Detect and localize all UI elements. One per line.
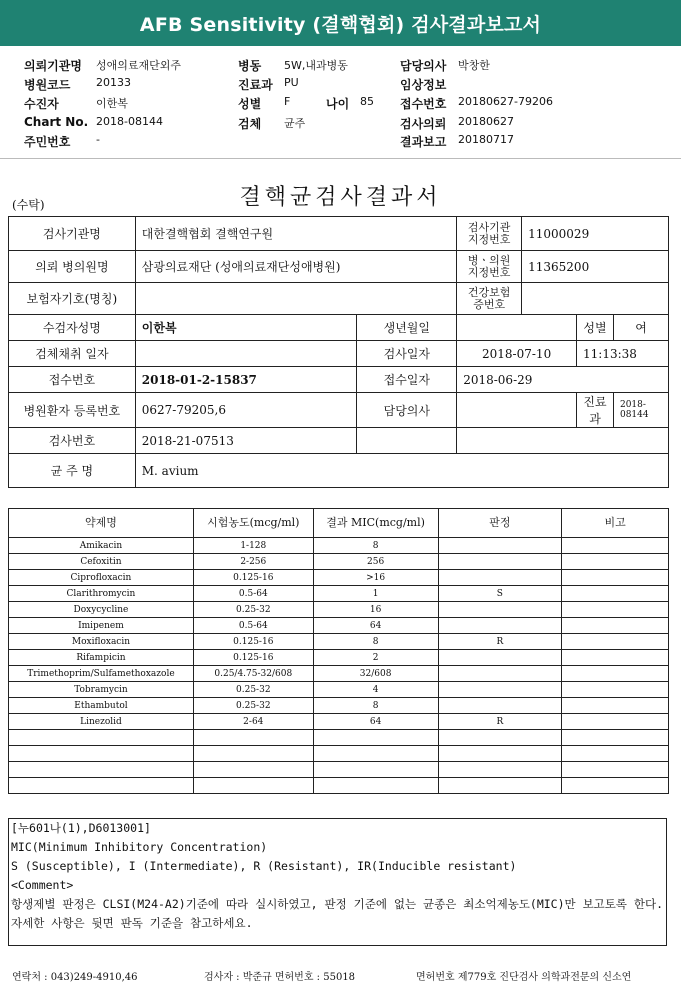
cell-range: 0.125-16 <box>193 634 313 650</box>
interpretation-note <box>8 818 667 946</box>
cell-note <box>562 570 669 586</box>
table-row <box>9 730 669 746</box>
cell-range: 0.125-16 <box>193 570 313 586</box>
cell-label: 보험자기호(명칭) <box>9 283 136 315</box>
cell-note <box>562 586 669 602</box>
header-label: 진료과 <box>238 78 273 92</box>
cell-drug: Trimethoprim/Sulfamethoxazole <box>9 666 194 682</box>
cell-result: S <box>438 586 562 602</box>
cell-label: 의뢰 병의원명 <box>9 251 136 283</box>
table-row <box>9 538 669 554</box>
cell-result <box>438 762 562 778</box>
drug-table-body <box>9 538 669 794</box>
cell-drug <box>9 746 194 762</box>
cell-value: 대한결핵협회 결핵연구원 <box>135 217 456 251</box>
cell-result <box>438 618 562 634</box>
note-comment: 항생제별 판정은 CLSI(M24-A2)기준에 따라 실시하였고, 판정 기준에 없는 균종은 최소억제농도(MIC)만 보고토록 한다. 자세한 사항은 뒷면 판독 기준을 참고하세요. <box>11 897 664 930</box>
cell-mic: 16 <box>313 602 438 618</box>
header-value: 5W,내과병동 <box>284 59 348 72</box>
header-label: Chart No. <box>24 115 89 129</box>
header-label: 주민번호 <box>24 135 71 149</box>
patient-header <box>0 50 681 150</box>
table-row <box>9 762 669 778</box>
age-label: 나이 <box>326 97 350 111</box>
cell-result <box>438 554 562 570</box>
cell-drug: Rifampicin <box>9 650 194 666</box>
cell-mic <box>313 778 438 794</box>
cell-empty <box>457 428 669 454</box>
table-row <box>9 714 669 730</box>
cell-note <box>562 698 669 714</box>
header-label: 병동 <box>238 59 262 73</box>
cell-label: 검사번호 <box>9 428 136 454</box>
cell-range <box>193 746 313 762</box>
cell-value <box>457 315 577 341</box>
cell-drug <box>9 762 194 778</box>
cell-result: R <box>438 634 562 650</box>
cell-label: 검사기관명 <box>9 217 136 251</box>
document-suffix: (수탁) <box>12 198 45 212</box>
table-row <box>9 650 669 666</box>
cell-range <box>193 778 313 794</box>
cell-mic: 32/608 <box>313 666 438 682</box>
cell-value: 2018-07-10 <box>457 341 577 367</box>
cell-value <box>522 283 669 315</box>
table-row <box>9 778 669 794</box>
cell-value: 2018-08144 <box>613 393 668 428</box>
header-label: 병원코드 <box>24 78 71 92</box>
cell-result <box>438 698 562 714</box>
table-row <box>9 554 669 570</box>
header-label: 의뢰기관명 <box>24 59 82 73</box>
cell-drug: Imipenem <box>9 618 194 634</box>
cell-note <box>562 538 669 554</box>
cell-mic: 8 <box>313 634 438 650</box>
cell-range: 0.25/4.75-32/608 <box>193 666 313 682</box>
cell-drug: Clarithromycin <box>9 586 194 602</box>
cell-range: 1-128 <box>193 538 313 554</box>
cell-label: 수검자성명 <box>9 315 136 341</box>
cell-value: 삼광의료재단 (성애의료재단성애병원) <box>135 251 456 283</box>
header-label: 검체 <box>238 117 262 131</box>
table-row <box>9 634 669 650</box>
cell-range <box>193 762 313 778</box>
cell-value: 0627-79205,6 <box>135 393 357 428</box>
cell-value: 11:13:38 <box>577 341 669 367</box>
column-header: 판정 <box>438 509 562 538</box>
cell-note <box>562 634 669 650</box>
header-label: 수진자 <box>24 97 59 111</box>
cell-value <box>135 283 456 315</box>
header-value: - <box>96 133 100 146</box>
cell-mic: 64 <box>313 618 438 634</box>
footer-license: 면허번호 제779호 진단검사 의학과전문의 신소연 <box>416 972 632 983</box>
document-title: 결핵균검사결과서 <box>239 185 442 210</box>
cell-label: 병ㆍ의원 지정번호 <box>457 251 522 283</box>
cell-range: 0.25-32 <box>193 682 313 698</box>
cell-drug: Tobramycin <box>9 682 194 698</box>
cell-result <box>438 650 562 666</box>
cell-note <box>562 602 669 618</box>
cell-note <box>562 746 669 762</box>
cell-label: 검체채취 일자 <box>9 341 136 367</box>
footer-examiner: 검사자 : 박준규 면허번호 : 55018 <box>204 972 356 983</box>
cell-value: 이한복 <box>135 315 357 341</box>
table-row <box>9 586 669 602</box>
cell-note <box>562 554 669 570</box>
cell-note <box>562 730 669 746</box>
cell-drug: Ethambutol <box>9 698 194 714</box>
header-value: PU <box>284 76 299 89</box>
cell-mic: 8 <box>313 698 438 714</box>
cell-mic: >16 <box>313 570 438 586</box>
table-row <box>9 666 669 682</box>
table-row <box>9 602 669 618</box>
header-divider <box>0 158 681 159</box>
header-label: 성별 <box>238 97 262 111</box>
table-row <box>9 570 669 586</box>
age-value: 85 <box>360 95 374 108</box>
column-header: 시험농도(mcg/ml) <box>193 509 313 538</box>
cell-value: 여 <box>613 315 668 341</box>
cell-range: 0.5-64 <box>193 618 313 634</box>
cell-mic: 1 <box>313 586 438 602</box>
drug-sensitivity-table <box>8 508 669 794</box>
cell-drug: Ciprofloxacin <box>9 570 194 586</box>
cell-note <box>562 682 669 698</box>
cell-result <box>438 682 562 698</box>
cell-note <box>562 778 669 794</box>
cell-range: 2-256 <box>193 554 313 570</box>
table-row <box>9 746 669 762</box>
cell-range <box>193 730 313 746</box>
cell-note <box>562 762 669 778</box>
cell-range: 2-64 <box>193 714 313 730</box>
report-banner <box>0 0 681 46</box>
header-value: 균주 <box>284 117 306 130</box>
cell-label: 균 주 명 <box>9 454 136 488</box>
header-value: 20133 <box>96 76 131 89</box>
cell-label: 검사기관 지정번호 <box>457 217 522 251</box>
header-label: 임상정보 <box>400 78 447 92</box>
cell-label: 생년월일 <box>357 315 457 341</box>
patient-info-table <box>8 216 669 488</box>
cell-value: 11000029 <box>522 217 669 251</box>
header-value: 박창한 <box>458 59 490 72</box>
cell-note <box>562 666 669 682</box>
header-value: 성애의료재단외주 <box>96 59 182 72</box>
cell-result <box>438 778 562 794</box>
cell-drug: Amikacin <box>9 538 194 554</box>
header-label: 접수번호 <box>400 97 447 111</box>
cell-label: 접수일자 <box>357 367 457 393</box>
table-row <box>9 618 669 634</box>
header-value: 20180717 <box>458 133 514 146</box>
cell-label: 진료과 <box>577 393 614 428</box>
cell-label: 성별 <box>577 315 614 341</box>
cell-mic <box>313 730 438 746</box>
cell-mic <box>313 746 438 762</box>
cell-mic: 2 <box>313 650 438 666</box>
cell-label: 건강보험 증번호 <box>457 283 522 315</box>
cell-value: 2018-01-2-15837 <box>135 367 357 393</box>
header-label: 담당의사 <box>400 59 447 73</box>
cell-drug: Doxycycline <box>9 602 194 618</box>
header-value: F <box>284 95 291 108</box>
cell-empty <box>357 428 457 454</box>
cell-drug: Moxifloxacin <box>9 634 194 650</box>
header-value: 20180627-79206 <box>458 95 553 108</box>
cell-note <box>562 650 669 666</box>
header-value: 20180627 <box>458 115 514 128</box>
cell-result <box>438 730 562 746</box>
header-label: 검사의뢰 <box>400 117 447 131</box>
cell-result: R <box>438 714 562 730</box>
header-value: 이한복 <box>96 97 128 110</box>
cell-mic: 4 <box>313 682 438 698</box>
note-code: [누601나(1),D6013001] <box>11 821 151 835</box>
cell-value: 11365200 <box>522 251 669 283</box>
cell-label: 담당의사 <box>357 393 457 428</box>
column-header: 약제명 <box>9 509 194 538</box>
column-header: 결과 MIC(mcg/ml) <box>313 509 438 538</box>
cell-mic <box>313 762 438 778</box>
cell-label: 병원환자 등록번호 <box>9 393 136 428</box>
table-row <box>9 682 669 698</box>
cell-mic: 256 <box>313 554 438 570</box>
cell-note <box>562 714 669 730</box>
cell-result <box>438 570 562 586</box>
note-mic: MIC(Minimum Inhibitory Concentration) <box>11 840 268 854</box>
cell-mic: 64 <box>313 714 438 730</box>
report-title: AFB Sensitivity (결핵협회) 검사결과보고서 <box>139 13 542 36</box>
cell-drug: Cefoxitin <box>9 554 194 570</box>
header-label: 결과보고 <box>400 135 447 149</box>
cell-drug <box>9 730 194 746</box>
cell-label: 접수번호 <box>9 367 136 393</box>
cell-range: 0.25-32 <box>193 698 313 714</box>
note-comment-heading: <Comment> <box>11 878 74 892</box>
cell-value: M. avium <box>135 454 668 488</box>
cell-range: 0.125-16 <box>193 650 313 666</box>
cell-value: 2018-21-07513 <box>135 428 357 454</box>
cell-range: 0.25-32 <box>193 602 313 618</box>
cell-drug <box>9 778 194 794</box>
cell-value <box>457 393 577 428</box>
table-row <box>9 698 669 714</box>
header-value: 2018-08144 <box>96 115 163 128</box>
cell-result <box>438 538 562 554</box>
cell-value: 2018-06-29 <box>457 367 669 393</box>
cell-value <box>135 341 357 367</box>
cell-label: 검사일자 <box>357 341 457 367</box>
cell-note <box>562 618 669 634</box>
cell-result <box>438 666 562 682</box>
column-header: 비고 <box>562 509 669 538</box>
cell-drug: Linezolid <box>9 714 194 730</box>
footer-contact: 연락처 : 043)249-4910,46 <box>12 972 138 983</box>
cell-result <box>438 602 562 618</box>
cell-range: 0.5-64 <box>193 586 313 602</box>
note-legend: S (Susceptible), I (Intermediate), R (Resistant), IR(Inducible resistant) <box>11 859 517 873</box>
cell-mic: 8 <box>313 538 438 554</box>
cell-result <box>438 746 562 762</box>
